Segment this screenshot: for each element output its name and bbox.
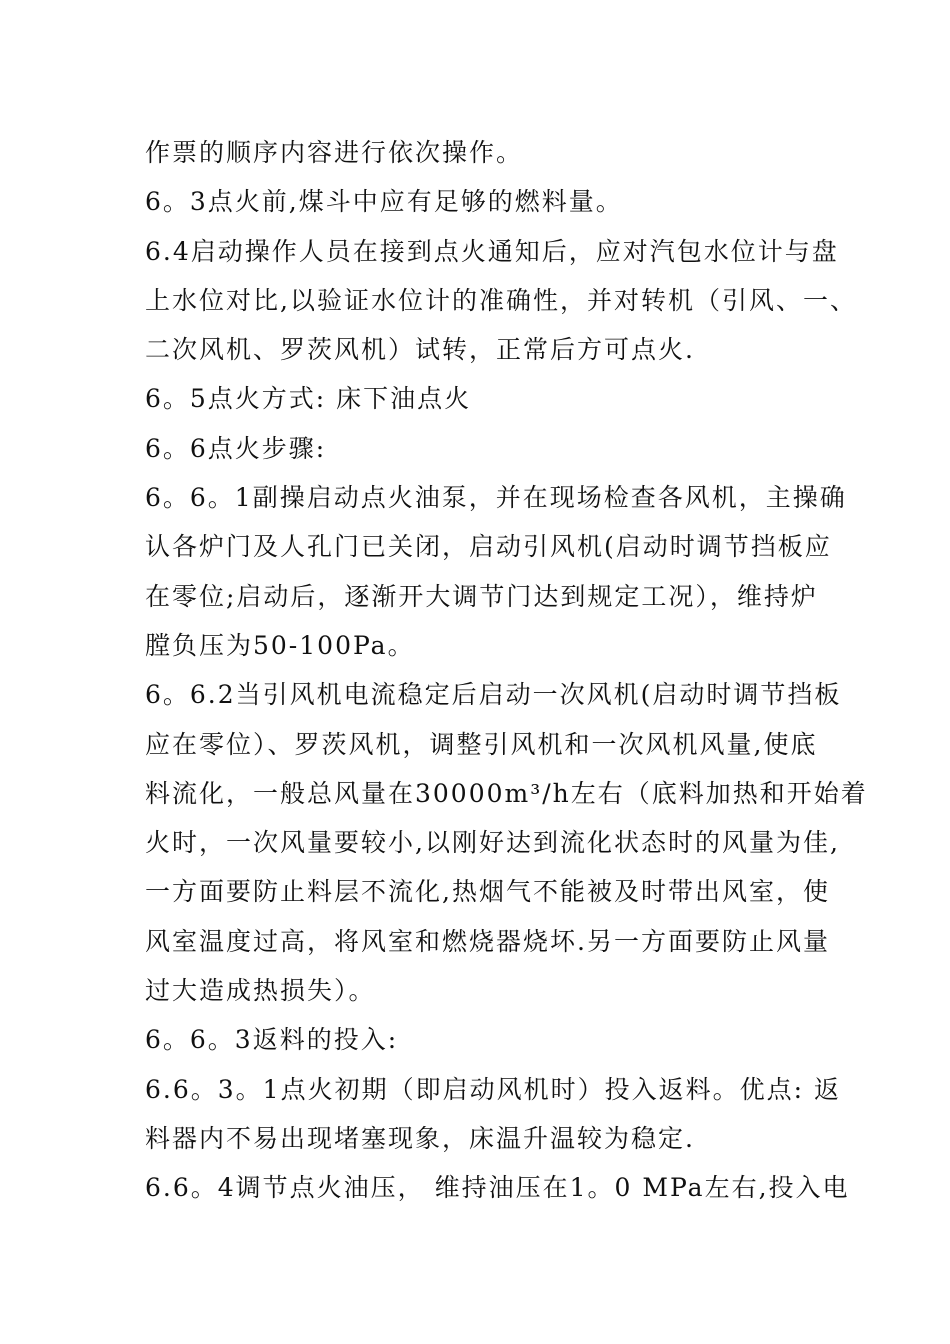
text-line: 料流化，一般总风量在30000m³/h左右（底料加热和开始着: [145, 778, 868, 808]
text-line: 6。6。3返料的投入:: [145, 1025, 399, 1055]
text-line: 认各炉门及人孔门已关闭，启动引风机(启动时调节挡板应: [145, 532, 832, 562]
text-line: 料器内不易出现堵塞现象，床温升温较为稳定.: [145, 1123, 695, 1153]
text-line: 一方面要防止料层不流化,热烟气不能被及时带出风室，使: [145, 877, 830, 907]
text-line: 6。5点火方式: 床下油点火: [145, 384, 472, 414]
text-line: 6。6.2当引风机电流稳定后启动一次风机(启动时调节挡板: [145, 680, 842, 710]
text-line: 在零位;启动后，逐渐开大调节门达到规定工况），维持炉: [145, 581, 818, 611]
text-line: 膛负压为50-100Pa。: [145, 630, 415, 660]
text-line: 火时，一次风量要较小,以刚好达到流化状态时的风量为佳,: [145, 828, 840, 858]
text-line: 二次风机、罗茨风机）试转，正常后方可点火.: [145, 335, 695, 365]
text-line: 作票的顺序内容进行依次操作。: [145, 138, 524, 167]
body-text: [145, 128, 868, 1213]
text-line: 6.6。4调节点火油压， 维持油压在1。0 MPa左右,投入电: [145, 1173, 850, 1203]
text-line: 上水位对比,以验证水位计的准确性，并对转机（引风、一、: [145, 285, 857, 315]
text-line: 6。6。1副操启动点火油泵，并在现场检查各风机，主操确: [145, 483, 847, 513]
text-line: 过大造成热损失）。: [145, 976, 376, 1006]
text-line: 6.6。3。1点火初期（即启动风机时）投入返料。优点: 返: [145, 1074, 841, 1104]
text-line: 6。3点火前,煤斗中应有足够的燃料量。: [145, 187, 623, 217]
text-line: 6.4启动操作人员在接到点火通知后，应对汽包水位计与盘: [145, 236, 839, 266]
text-line: 应在零位）、罗茨风机，调整引风机和一次风机风量,使底: [145, 729, 818, 759]
text-line: 6。6点火步骤:: [145, 433, 327, 463]
text-line: 风室温度过高，将风室和燃烧器烧坏.另一方面要防止风量: [145, 926, 830, 956]
